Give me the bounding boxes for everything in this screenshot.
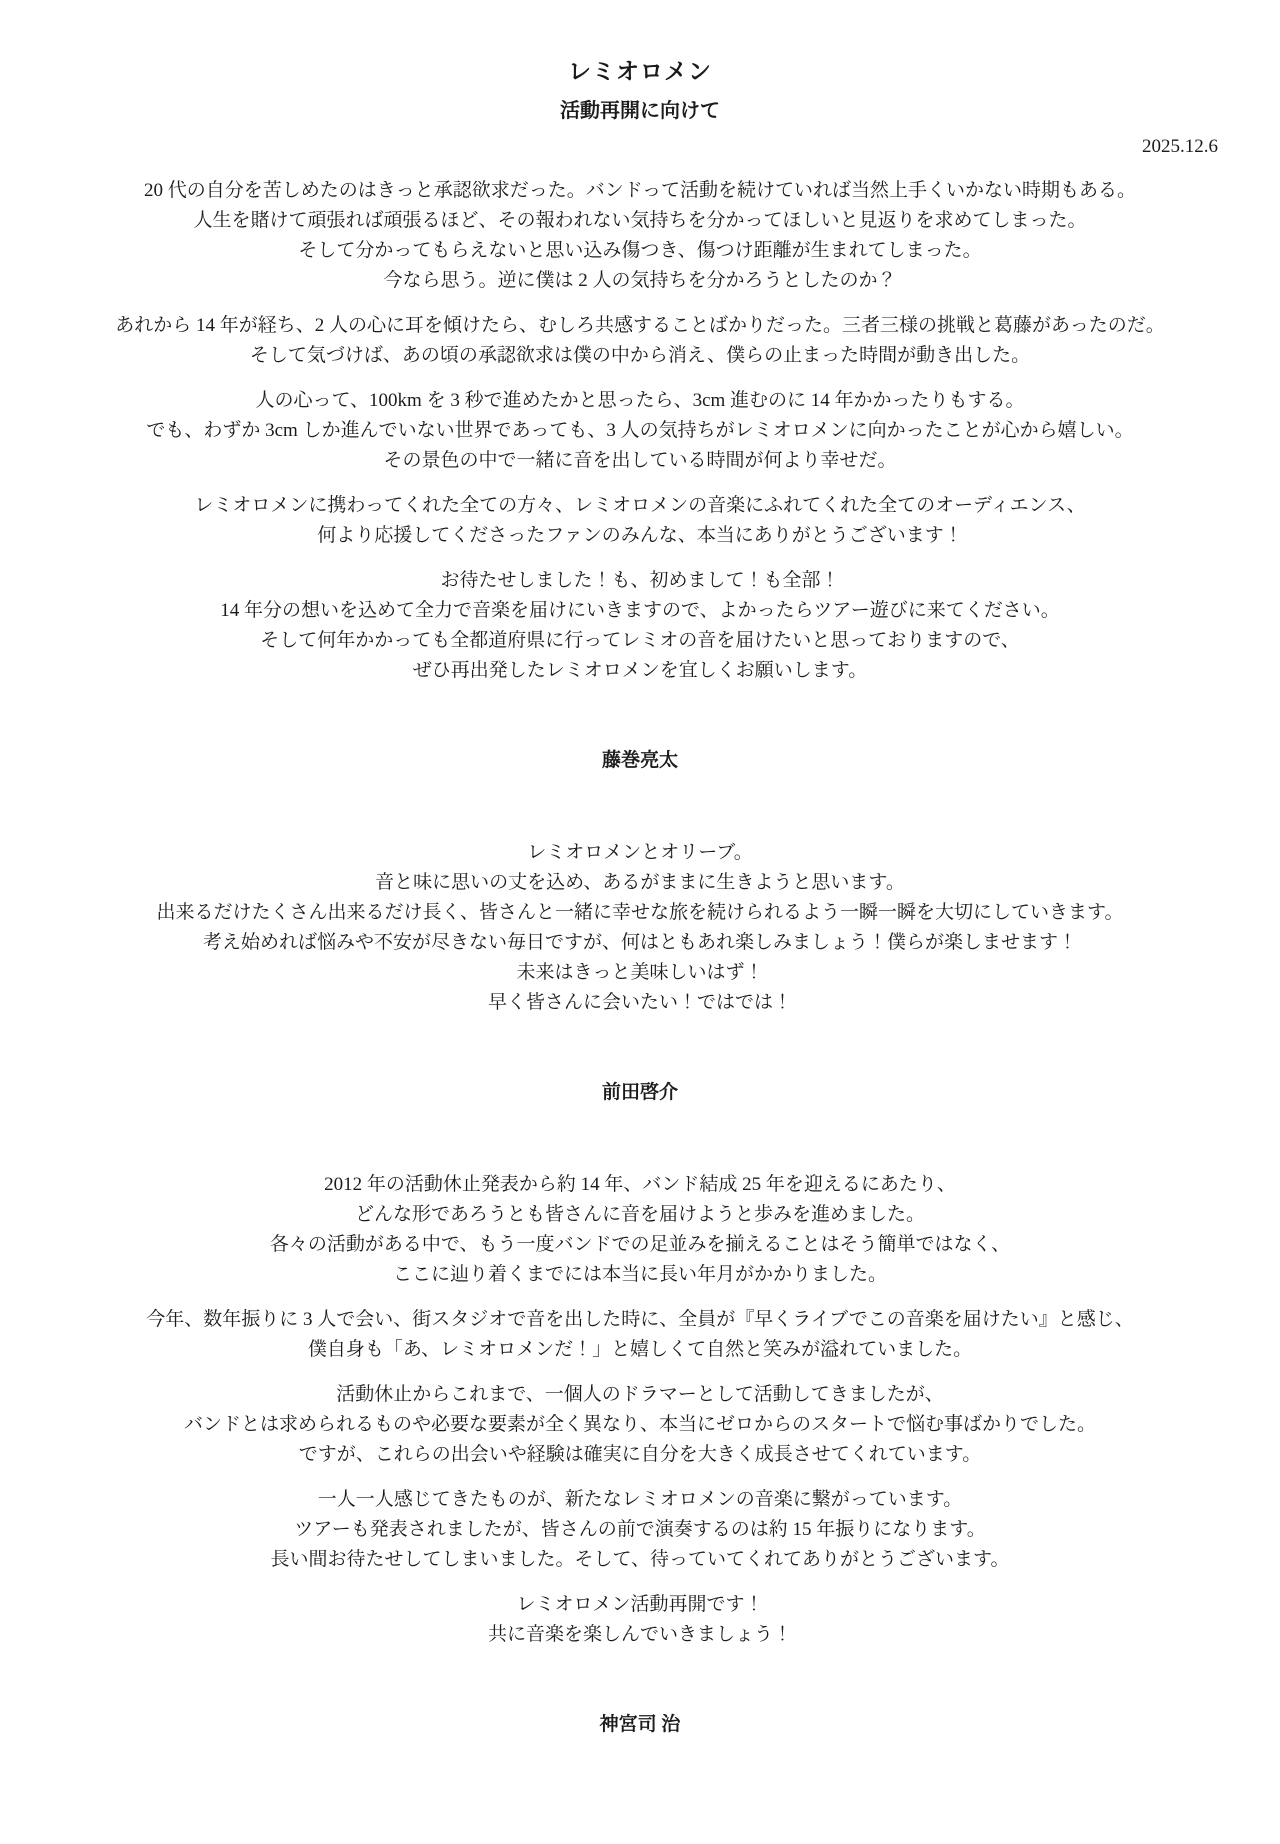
statement-line: 音と味に思いの丈を込め、あるがままに生きようと思います。 [375, 872, 905, 893]
member-statement-section [58, 176, 1222, 776]
statement-line: 人の心って、100km を 3 秒で進めたかと思ったら、3cm 進むのに 14 年かかったりもする。 [255, 390, 1025, 411]
statement-line: バンドとは求められるものや必要な要素が全く異なり、本当にゼロからのスタートで悩む事ばかりでした。 [183, 1414, 1096, 1435]
statement-line: ツアーも発表されましたが、皆さんの前で演奏するのは約 15 年振りになります。 [294, 1519, 986, 1540]
statement-line: お待たせしました！も、初めまして！も全部！ [440, 570, 840, 591]
statement-paragraph [58, 1380, 1222, 1470]
statement-line: そして何年かかっても全都道府県に行ってレミオの音を届けたいと思っておりますので、 [260, 630, 1020, 651]
member-statement-section [58, 1170, 1222, 1740]
statement-paragraph [58, 838, 1222, 1018]
member-signature: 藤巻亮太 [601, 750, 678, 771]
statement-paragraph [58, 1485, 1222, 1575]
statement-line: 何より応援してくださったファンのみんな、本当にありがとうございます！ [317, 525, 963, 546]
statement-line: ここに辿り着くまでには本当に長い年月がかかりました。 [392, 1264, 887, 1285]
statement-line: 2012 年の活動休止発表から約 14 年、バンド結成 25 年を迎えるにあたり、 [324, 1174, 956, 1195]
statement-line: 長い間お待たせしてしまいました。そして、待っていてくれてありがとうございます。 [270, 1549, 1010, 1570]
statement-line: 未来はきっと美味しいはず！ [516, 962, 764, 983]
statement-paragraph [58, 566, 1222, 686]
statement-line: 20 代の自分を苦しめたのはきっと承認欲求だった。バンドって活動を続けていれば当然上手くいかない時期もある。 [144, 180, 1136, 201]
statement-line: 人生を賭けて頑張れば頑張るほど、その報われない気持ちを分かってほしいと見返りを求めてしまった。 [193, 210, 1087, 231]
statement-line: でも、わずか 3cm しか進んでいない世界であっても、3 人の気持ちがレミオロメンに向かったことが心から嬉しい。 [146, 420, 1134, 441]
statement-line: 今なら思う。逆に僕は 2 人の気持ちを分かろうとしたのか？ [383, 270, 897, 291]
statement-line: レミオロメン活動再開です！ [516, 1594, 764, 1615]
statement-paragraph [58, 1170, 1222, 1290]
page-title: レミオロメン [568, 59, 712, 84]
statement-paragraph [58, 1305, 1222, 1365]
document-date: 2025.12.6 [1142, 136, 1218, 157]
statement-line: 14 年分の想いを込めて全力で音楽を届けにいきますので、よかったらツアー遊びに来てください。 [220, 600, 1060, 621]
statement-line: そして気づけば、あの頃の承認欲求は僕の中から消え、僕らの止まった時間が動き出した。 [249, 345, 1031, 366]
statement-line: どんな形であろうとも皆さんに音を届けようと歩みを進めました。 [354, 1204, 925, 1225]
statement-paragraph [58, 386, 1222, 476]
statement-line: そして分かってもらえないと思い込み傷つき、傷つけ距離が生まれてしまった。 [298, 240, 982, 261]
statement-line: 出来るだけたくさん出来るだけ長く、皆さんと一緒に幸せな旅を続けられるよう一瞬一瞬を大切にしていきます。 [156, 902, 1124, 923]
member-signature: 神宮司 治 [599, 1714, 681, 1735]
statement-paragraph [58, 311, 1222, 371]
page-subtitle: 活動再開に向けて [560, 100, 720, 122]
statement-line: 考え始めれば悩みや不安が尽きない毎日ですが、何はともあれ楽しみましょう！僕らが楽しませます！ [202, 932, 1077, 953]
statement-paragraph [58, 1590, 1222, 1650]
member-signature: 前田啓介 [601, 1082, 678, 1103]
member-statement-section [58, 838, 1222, 1108]
statement-line: 各々の活動がある中で、もう一度バンドでの足並みを揃えることはそう簡単ではなく、 [269, 1234, 1011, 1255]
statement-line: その景色の中で一緒に音を出している時間が何より幸せだ。 [383, 450, 897, 471]
statement-line: ですが、これらの出会いや経験は確実に自分を大きく成長させてくれています。 [298, 1444, 982, 1465]
statement-line: あれから 14 年が経ち、2 人の心に耳を傾けたら、むしろ共感することばかりだった。三者三様の挑戦と葛藤があったのだ。 [115, 315, 1165, 336]
statement-line: レミオロメンに携わってくれた全ての方々、レミオロメンの音楽にふれてくれた全てのオーディエンス、 [194, 495, 1086, 516]
statement-paragraph [58, 176, 1222, 296]
statement-line: 活動休止からこれまで、一個人のドラマーとして活動してきましたが、 [336, 1384, 944, 1405]
statement-line: 今年、数年振りに 3 人で会い、街スタジオで音を出した時に、全員が『早くライブでこの音楽を届けたい』と感じ、 [146, 1309, 1134, 1330]
statement-line: 一人一人感じてきたものが、新たなレミオロメンの音楽に繋がっています。 [317, 1489, 963, 1510]
statement-line: 早く皆さんに会いたい！ではでは！ [487, 992, 792, 1013]
statement-line: レミオロメンとオリーブ。 [527, 842, 753, 863]
letter-body [58, 176, 1222, 1740]
statement-line: 僕自身も「あ、レミオロメンだ！」と嬉しくて自然と笑みが溢れていました。 [307, 1339, 973, 1360]
statement-paragraph [58, 491, 1222, 551]
statement-line: ぜひ再出発したレミオロメンを宜しくお願いします。 [412, 660, 868, 681]
statement-line: 共に音楽を楽しんでいきましょう！ [487, 1624, 792, 1645]
